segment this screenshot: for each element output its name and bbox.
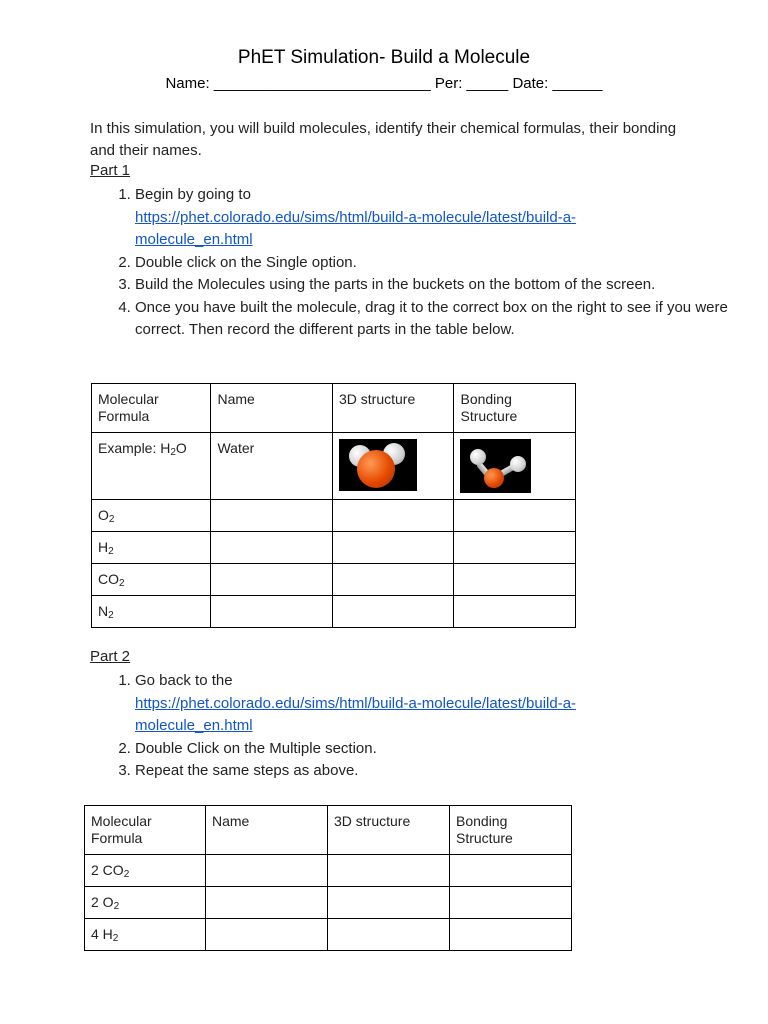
water-ball-and-stick-image bbox=[460, 439, 531, 493]
table-row bbox=[92, 500, 576, 532]
bonding-structure-cell[interactable] bbox=[450, 887, 572, 919]
table-row bbox=[85, 887, 572, 919]
formula-cell bbox=[92, 596, 211, 628]
table-row bbox=[85, 919, 572, 951]
hydrogen-atom-icon bbox=[470, 449, 486, 465]
bonding-structure-cell[interactable] bbox=[454, 564, 576, 596]
part2-step-3: 3. Repeat the same steps as above. bbox=[135, 760, 747, 783]
formula-cell bbox=[85, 919, 206, 951]
formula-sub: 2 bbox=[108, 514, 115, 525]
part1-step-1-text: Begin by going to bbox=[135, 186, 251, 203]
header-3d-structure: 3D structure bbox=[332, 384, 454, 433]
oxygen-atom-icon bbox=[484, 468, 504, 488]
formula-cell bbox=[92, 532, 211, 564]
header-name: Name bbox=[211, 384, 333, 433]
header-molecular-formula: Molecular Formula bbox=[92, 384, 211, 433]
water-3d-structure-image bbox=[339, 439, 417, 491]
header-name: Name bbox=[206, 806, 328, 855]
formula-base: 2 O bbox=[91, 894, 114, 910]
example-formula-sub: 2 bbox=[170, 447, 176, 458]
phet-link-part1-b[interactable]: molecule_en.html bbox=[135, 231, 253, 248]
part2-step-1 bbox=[135, 670, 747, 738]
intro-paragraph: In this simulation, you will build molecules, identify their chemical formulas, their bonding and their names. bbox=[90, 120, 677, 159]
formula-cell bbox=[85, 855, 206, 887]
page-title: PhET Simulation- Build a Molecule bbox=[237, 47, 531, 68]
example-3d-cell bbox=[332, 433, 454, 500]
name-cell[interactable] bbox=[206, 855, 328, 887]
table-header-row bbox=[85, 806, 572, 855]
phet-link-part2-b[interactable]: molecule_en.html bbox=[135, 717, 253, 734]
formula-sub: 2 bbox=[123, 869, 130, 880]
table-row bbox=[92, 564, 576, 596]
formula-sub: 2 bbox=[119, 578, 125, 589]
formula-base: N bbox=[98, 603, 109, 619]
part1-step-1 bbox=[135, 184, 747, 252]
part1-heading: Part 1 bbox=[90, 162, 131, 179]
name-cell[interactable] bbox=[211, 532, 333, 564]
hydrogen-atom-icon bbox=[510, 456, 526, 472]
table-row bbox=[92, 596, 576, 628]
phet-link-part1[interactable] bbox=[135, 209, 576, 249]
phet-link-part2-a[interactable]: https://phet.colorado.edu/sims/html/build-a-molecule/latest/build-a- bbox=[135, 694, 577, 712]
formula-sub: 2 bbox=[113, 901, 120, 912]
formula-base: CO bbox=[98, 571, 119, 587]
table-row bbox=[92, 532, 576, 564]
oxygen-atom-icon bbox=[357, 450, 395, 488]
table-row bbox=[85, 855, 572, 887]
formula-base: 4 H bbox=[91, 926, 113, 942]
formula-base: 2 CO bbox=[91, 862, 124, 878]
name-cell[interactable] bbox=[211, 596, 333, 628]
part1-step-2: 2. Double click on the Single option. bbox=[135, 252, 747, 275]
name-period-date-line: Name: __________________________ Per: _____ Date: ______ bbox=[165, 75, 603, 92]
bonding-structure-cell[interactable] bbox=[450, 855, 572, 887]
formula-sub: 2 bbox=[108, 546, 114, 557]
name-cell[interactable] bbox=[211, 564, 333, 596]
example-formula-tail: O bbox=[175, 440, 187, 456]
example-bonding-cell bbox=[454, 433, 576, 500]
header-molecular-formula: Molecular Formula bbox=[85, 806, 206, 855]
formula-base: O bbox=[98, 507, 109, 523]
header-bonding-structure: Bonding Structure bbox=[450, 806, 572, 855]
part1-step-3: 3. Build the Molecules using the parts in the buckets on the bottom of the screen. bbox=[135, 274, 747, 297]
part1-table bbox=[91, 383, 576, 628]
example-formula-base: Example: H bbox=[98, 440, 171, 456]
example-name: Water bbox=[211, 433, 333, 500]
name-cell[interactable] bbox=[206, 919, 328, 951]
3d-structure-cell[interactable] bbox=[332, 596, 454, 628]
table-row-example bbox=[92, 433, 576, 500]
formula-cell bbox=[85, 887, 206, 919]
bonding-structure-cell[interactable] bbox=[454, 532, 576, 564]
bonding-structure-cell[interactable] bbox=[454, 596, 576, 628]
phet-link-part1-a[interactable]: https://phet.colorado.edu/sims/html/build-a-molecule/latest/build-a- bbox=[135, 208, 577, 226]
name-cell[interactable] bbox=[211, 500, 333, 532]
3d-structure-cell[interactable] bbox=[332, 500, 454, 532]
3d-structure-cell[interactable] bbox=[328, 887, 450, 919]
3d-structure-cell[interactable] bbox=[328, 855, 450, 887]
name-cell[interactable] bbox=[206, 887, 328, 919]
header-3d-structure: 3D structure bbox=[328, 806, 450, 855]
formula-sub: 2 bbox=[108, 610, 114, 621]
table-header-row bbox=[92, 384, 576, 433]
part2-step-2: 2. Double Click on the Multiple section. bbox=[135, 738, 747, 761]
bonding-structure-cell[interactable] bbox=[454, 500, 576, 532]
formula-cell bbox=[92, 564, 211, 596]
formula-base: H bbox=[98, 539, 109, 555]
part1-step-4: 4. Once you have built the molecule, drag it to the correct box on the right to see if you were correct. Then record the different parts in the table below. bbox=[135, 297, 747, 342]
3d-structure-cell[interactable] bbox=[332, 532, 454, 564]
example-formula bbox=[92, 433, 211, 500]
3d-structure-cell[interactable] bbox=[332, 564, 454, 596]
part2-steps bbox=[90, 670, 747, 783]
part2-table bbox=[84, 805, 572, 951]
3d-structure-cell[interactable] bbox=[328, 919, 450, 951]
formula-sub: 2 bbox=[112, 933, 119, 944]
part2-step-1-text: Go back to the bbox=[135, 672, 233, 689]
formula-cell bbox=[92, 500, 211, 532]
bonding-structure-cell[interactable] bbox=[450, 919, 572, 951]
part1-steps bbox=[90, 184, 747, 342]
header-bonding-structure: Bonding Structure bbox=[454, 384, 576, 433]
part2-heading: Part 2 bbox=[90, 648, 131, 665]
phet-link-part2[interactable] bbox=[135, 695, 576, 735]
